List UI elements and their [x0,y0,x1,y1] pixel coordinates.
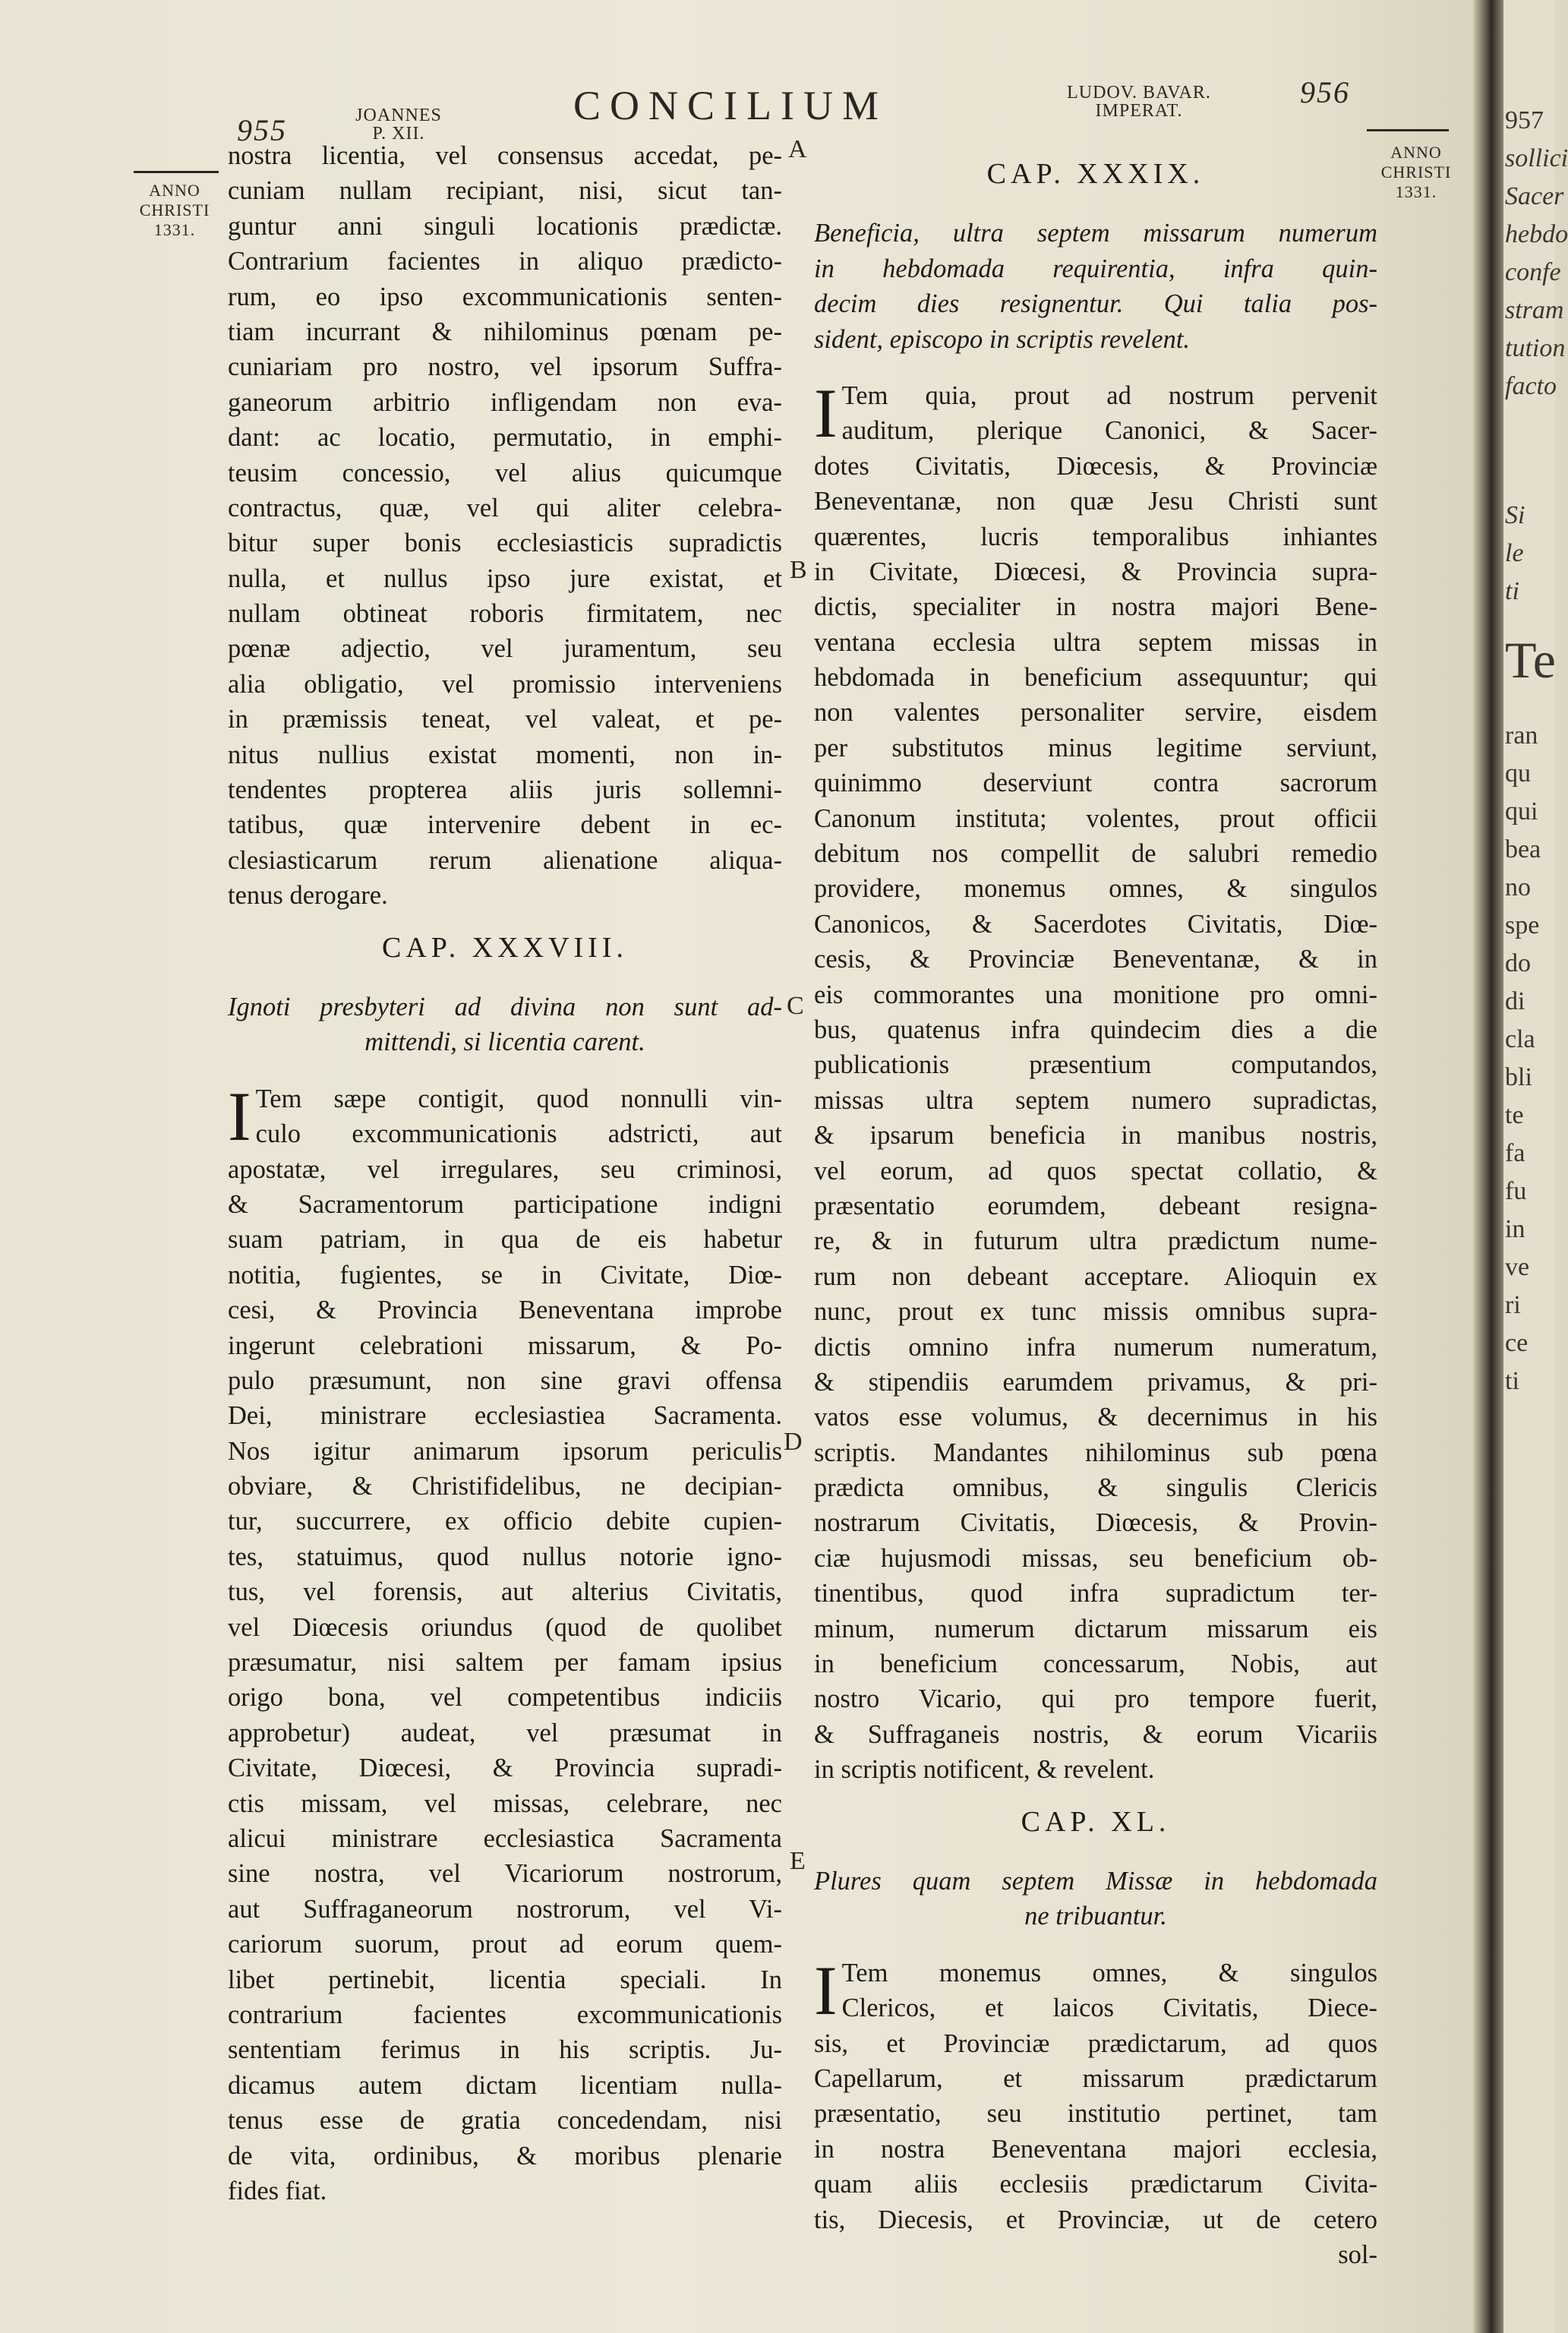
text-line: approbetur) audeat, vel præsumat in [228,1718,782,1747]
text-line: fides fiat. [228,2176,327,2205]
text-line: Clericos, et laicos Civitatis, Diece- [841,1994,1377,2023]
text-line: suam patriam, in qua de eis habetur [228,1225,782,1255]
text-line: cariorum suorum, prout ad eorum quem- [228,1930,782,1959]
text-line: in Civitate, Diœcesi, & Provincia supra- [814,557,1377,586]
chapter-heading-39: CAP. XXXIX. [986,158,1205,190]
next-page-fragment: stram [1505,296,1564,324]
text-line: ciæ hujusmodi missas, seu beneficium ob- [814,1543,1377,1573]
text-line: contractus, quæ, vel qui aliter celebra- [228,493,782,522]
text-line: ctis missam, vel missas, celebrare, nec [228,1788,782,1818]
margin-rule-right [1367,129,1449,131]
right-running-line-1: LUDOV. BAVAR. [1067,83,1211,103]
text-line: in nostra Beneventana majori ecclesia, [814,2134,1377,2164]
spacer [814,1934,1377,1956]
text-line: tes, statuimus, quod nullus notorie igno- [228,1542,782,1571]
text-line: eis commorantes una monitione pro omni- [814,980,1377,1009]
text-line: quærentes, lucris temporalibus inhiantes [814,522,1377,551]
drop-cap: I [814,1951,838,2029]
next-page-fragment: ri [1505,1291,1521,1319]
text-line: rum, eo ipso excommunicationis senten- [228,282,782,311]
text-line: in scriptis notificent, & revelent. [814,1755,1155,1785]
section-marker-d: D [784,1428,803,1456]
spacer [228,1060,782,1081]
next-page-fragment: qui [1505,797,1538,826]
text-line: contrarium facientes excommunicationis [228,2000,782,2029]
chapter-rubric: ne tribuantur. [1024,1902,1167,1931]
right-running-head [1052,84,1226,120]
chapter-rubric: mittendi, si licentia carent. [364,1028,645,1057]
text-line: notitia, fugientes, se in Civitate, Diœ- [228,1260,782,1290]
text-line: Tem monemus omnes, & singulos [841,1958,1377,1987]
text-line: tendentes propterea aliis juris sollemni- [228,775,782,805]
next-page-fragment: in [1505,1215,1525,1243]
text-line: re, & in futurum ultra prædictum nume- [814,1226,1377,1256]
text-line: ganeorum arbitrio infligendam non eva- [228,387,782,417]
margin-year-right [1363,143,1469,202]
chapter-38-body [228,1077,782,2209]
next-page-fragment: Si [1505,501,1525,529]
left-column [228,138,782,2208]
chapter-rubric: Ignoti presbyteri ad divina non sunt ad- [228,993,782,1021]
text-line: origo bona, vel competentibus indiciis [228,1683,782,1713]
text-line: tatibus, quæ intervenire debent in ec- [228,810,782,840]
right-column [814,149,1377,2272]
chapter-rubric: decim dies resignentur. Qui talia pos- [814,289,1377,319]
text-line: cesi, & Provincia Beneventana improbe [228,1296,782,1325]
margin-christi-right: CHRISTI [1380,163,1452,182]
next-page-fragment: cla [1505,1025,1535,1053]
text-line: ingerunt celebrationi missarum, & Po- [228,1331,782,1360]
text-line: hebdomada in beneficium assequuntur; qui [814,663,1377,693]
next-page-fragment: 957 [1505,106,1544,134]
text-line: vel Diœcesis oriundus (quod de quolibet [228,1612,782,1642]
text-line: culo excommunicationis adstricti, aut [255,1119,782,1149]
next-page-fragment: sollici [1505,144,1568,172]
text-line: Tem quia, prout ad nostrum pervenit [841,380,1377,410]
text-line: bus, quatenus infra quindecim dies a die [814,1015,1377,1044]
text-line: cuniam nullam recipiant, nisi, sicut tan- [228,176,782,206]
text-line: tis, Diecesis, et Provinciæ, ut de cetero [814,2205,1377,2234]
text-line: vatos esse volumus, & decernimus in his [814,1403,1377,1432]
left-running-line-2: P. XII. [372,124,425,144]
text-line: non valentes personaliter servire, eisdem [814,698,1377,728]
next-page-fragment: bli [1505,1063,1532,1091]
text-line: rum non debeant acceptare. Alioquin ex [814,1261,1377,1291]
text-line: obviare, & Christifidelibus, ne decipian- [228,1472,782,1501]
next-page-fragment: ti [1505,1367,1519,1395]
text-line: Canonicos, & Sacerdotes Civitatis, Diœ- [814,909,1377,939]
text-line: sine nostra, vel Vicariorum nostrorum, [228,1859,782,1889]
margin-year-left [121,181,228,240]
left-running-head [345,106,452,143]
text-line: nunc, prout ex tunc missis omnibus supra- [814,1297,1377,1327]
text-line: clesiasticarum rerum alienatione aliqua- [228,845,782,875]
text-line: tenus derogare. [228,881,388,911]
text-line: quam aliis ecclesiis prædictarum Civita- [814,2170,1377,2199]
page-title: CONCILIUM [573,83,888,128]
text-line: tiam incurrant & nihilominus pœnam pe- [228,317,782,346]
text-line: tur, succurrere, ex officio debite cupien- [228,1507,782,1536]
next-page-fragment: ce [1505,1329,1529,1357]
text-line: quinimmo deserviunt contra sacrorum [814,769,1377,798]
text-line: dictis, specialiter in nostra majori Bene- [814,592,1377,622]
section-marker-e: E [790,1847,806,1875]
text-line: Dei, ministrare ecclesiastiea Sacramenta. [228,1401,782,1431]
text-line: bitur super bonis ecclesiasticis supradictis [228,529,782,558]
text-line: sis, et Provinciæ prædictarum, ad quos [814,2028,1377,2058]
text-line: aut Suffraganeorum nostrorum, vel Vi- [228,1894,782,1924]
text-line: libet pertinebit, licentia speciali. In [228,1965,782,1994]
text-line: alia obligatio, vel promissio interveniens [228,669,782,699]
left-page-number: 955 [237,113,287,147]
text-line: missas ultra septem numero supradictas, [814,1085,1377,1115]
right-page-number: 956 [1300,75,1350,109]
text-line: præsumatur, nisi saltem per famam ipsius [228,1648,782,1678]
margin-rule-left [134,171,219,173]
drop-cap: I [814,374,838,452]
text-line: alicui ministrare ecclesiastica Sacramenta [228,1823,782,1853]
next-page-fragment: confe [1505,258,1561,286]
text-line: minum, numerum dictarum missarum eis [814,1614,1377,1643]
next-page-fragment: fu [1505,1177,1527,1205]
text-line: tinentibus, quod infra supradictum ter- [814,1579,1377,1608]
text-line: cuniariam pro nostro, vel ipsorum Suffra- [228,352,782,382]
drop-cap: I [228,1077,251,1155]
text-line: nostra licentia, vel consensus accedat, pe- [228,141,782,170]
text-line: dant: ac locatio, permutatio, in emphi- [228,423,782,453]
next-page-fragment: te [1505,1101,1524,1129]
text-line: guntur anni singuli locationis prædictæ. [228,211,782,241]
paragraph-continuation [228,138,782,914]
section-marker-a: A [788,135,807,163]
text-line: nostrarum Civitatis, Diœcesis, & Provin- [814,1508,1377,1538]
text-line: Canonum instituta; volentes, prout officii [814,803,1377,833]
next-page-fragment: fa [1505,1139,1525,1167]
text-line: in præmissis teneat, vel valeat, et pe- [228,705,782,734]
text-line: nullam obtineat roboris firmitatem, nec [228,599,782,629]
text-line: pulo præsumunt, non sine gravi offensa [228,1365,782,1395]
next-page-fragment: di [1505,987,1525,1015]
text-line: publicationis præsentium computandos, [814,1050,1377,1080]
chapter-rubric: in hebdomada requirentia, infra quin- [814,254,1377,283]
chapter-40-body [814,1951,1377,2273]
text-line: in beneficium concessarum, Nobis, aut [814,1650,1377,1679]
next-page-fragment: bea [1505,835,1541,863]
chapter-rubric: Plures quam septem Missæ in hebdomada [814,1867,1377,1896]
next-page-edge [1503,0,1568,2333]
text-line: dotes Civitatis, Diœcesis, & Provinciæ [814,451,1377,481]
next-page-fragment: qu [1505,759,1531,788]
text-line: cesis, & Provinciæ Beneventanæ, & in [814,945,1377,974]
text-line: Capellarum, et missarum prædictarum [814,2063,1377,2093]
left-running-line-1: JOANNES [355,106,442,125]
text-line: debitum nos compellit de salubri remedio [814,839,1377,869]
chapter-rubric: sident, episcopo in scriptis revelent. [814,324,1191,354]
text-line: pœnæ adjectio, vel juramentum, seu [228,634,782,664]
text-line: & Sacramentorum participatione indigni [228,1189,782,1219]
next-page-fragment: hebdo [1505,220,1568,248]
margin-anno-right: ANNO [1390,143,1442,162]
chapter-heading-40: CAP. XL. [1021,1805,1171,1838]
catchword: sol- [1338,2240,1377,2269]
margin-anno-left: ANNO [149,181,200,200]
text-line: præsentatio, seu institutio pertinet, tam [814,2099,1377,2129]
next-page-fragment: Te [1505,631,1556,689]
next-page-fragment: ran [1505,721,1538,750]
text-line: tus, vel forensis, aut alterius Civitatis, [228,1577,782,1607]
text-line: nulla, et nullus ipso jure existat, et [228,564,782,593]
text-line: dicamus autem dictam licentiam nulla- [228,2070,782,2100]
text-line: prædicta omnibus, & singulis Clericis [814,1473,1377,1503]
text-line: teusim concessio, vel alius quicumque [228,458,782,488]
next-page-fragment: Sacer [1505,182,1564,210]
next-page-fragment: tution [1505,334,1566,362]
text-line: Beneventanæ, non quæ Jesu Christi sunt [814,487,1377,516]
chapter-rubric: Beneficia, ultra septem missarum numerum [814,219,1377,248]
text-line: Civitate, Diœcesi, & Provincia supradi- [228,1754,782,1783]
text-line: & Suffraganeis nostris, & eorum Vicariis [814,1719,1377,1749]
text-line: providere, monemus omnes, & singulos [814,874,1377,904]
text-line: præsentatio eorumdem, debeant resigna- [814,1191,1377,1220]
margin-year-value-left: 1331. [153,220,196,239]
text-line: & ipsarum beneficia in manibus nostris, [814,1121,1377,1151]
text-line: nostro Vicario, qui pro tempore fuerit, [814,1684,1377,1714]
next-page-fragment: spe [1505,911,1540,939]
next-page-fragment: do [1505,949,1531,977]
spacer [814,357,1377,378]
section-marker-b: B [790,556,807,584]
next-page-fragment: ti [1505,577,1519,605]
text-line: de vita, ordinibus, & moribus plenarie [228,2141,782,2170]
margin-christi-left: CHRISTI [139,200,210,219]
right-running-line-2: IMPERAT. [1095,101,1183,121]
text-line: auditum, plerique Canonici, & Sacer- [841,416,1377,446]
chapter-heading-38: CAP. XXXVIII. [382,931,628,964]
text-line: dictis omnino infra numerum numeratum, [814,1332,1377,1362]
chapter-39-body [814,374,1377,1788]
text-line: Tem sæpe contigit, quod nonnulli vin- [255,1084,782,1113]
book-gutter [1473,0,1503,2333]
text-line: Nos igitur animarum ipsorum periculis [228,1436,782,1466]
text-line: apostatæ, vel irregulares, seu criminosi, [228,1154,782,1184]
text-line: sententiam ferimus in his scriptis. Ju- [228,2035,782,2065]
text-line: Contrarium facientes in aliquo prædicto- [228,247,782,276]
text-line: per substitutos minus legitime serviunt, [814,733,1377,762]
text-line: & stipendiis earumdem privamus, & pri- [814,1367,1377,1397]
section-marker-c: C [787,992,804,1020]
text-line: tenus esse de gratia concedendam, nisi [228,2106,782,2136]
text-line: vel eorum, ad quos spectat collatio, & [814,1156,1377,1185]
next-page-fragment: facto [1505,372,1557,400]
text-line: nitus nullius existat momenti, non in- [228,740,782,769]
margin-year-value-right: 1331. [1395,182,1437,201]
next-page-fragment: no [1505,873,1531,901]
next-page-fragment: ve [1505,1253,1530,1281]
next-page-fragment: le [1505,539,1524,567]
text-line: ventana ecclesia ultra septem missas in [814,627,1377,657]
text-line: scriptis. Mandantes nihilominus sub pœna [814,1438,1377,1467]
